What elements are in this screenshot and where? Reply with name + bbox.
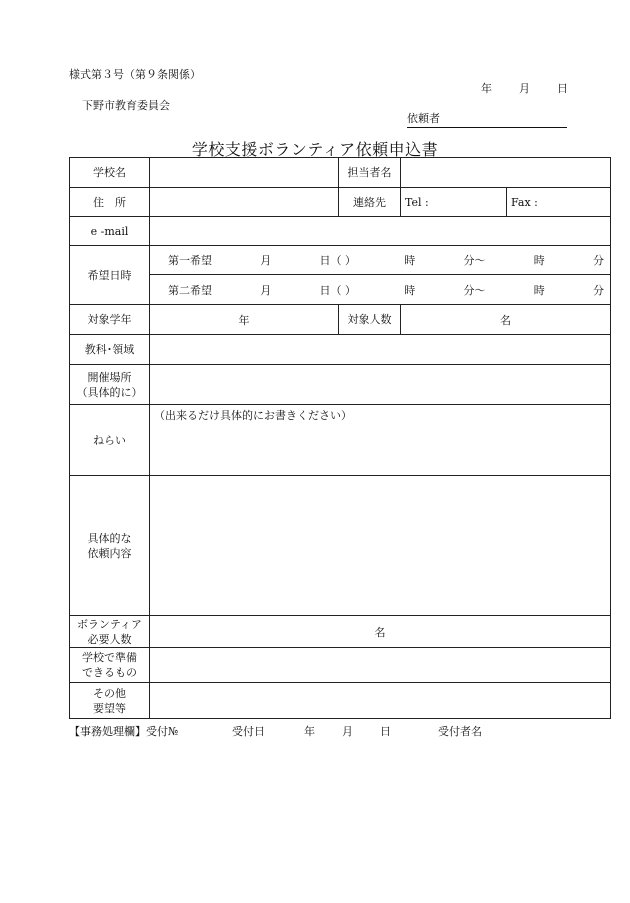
first-hour-to: 時 [533,254,545,267]
aim-field[interactable] [150,405,611,476]
first-minute-to: 分 [593,254,604,267]
recipient: 下野市教育委員会 [82,99,170,112]
venue-label [70,365,150,405]
second-hour-to: 時 [533,283,545,297]
office-month: 月 [342,725,353,738]
first-day: 日（ ） [319,254,356,267]
person-unit: 名 [500,313,511,327]
volunteer-count-label [70,616,150,648]
row-address [70,188,611,217]
row-email [70,217,611,246]
email-label: e -mail [70,217,150,246]
volunteer-label-line2: 必要人数 [87,632,132,646]
office-day: 日 [380,725,391,738]
school-name-field[interactable] [150,158,339,188]
application-form-table [69,157,611,719]
row-second-choice [70,275,611,305]
office-year: 年 [304,725,315,738]
document-title: 学校支援ボランティア依頼申込書 [191,140,439,159]
first-choice-field[interactable] [150,246,611,275]
school-name-label: 学校名 [70,158,150,188]
detail-label-line1: 具体的な [87,531,132,545]
target-grade-field[interactable] [150,305,339,335]
email-field[interactable] [150,217,611,246]
row-aim [70,405,611,476]
target-grade-label: 対象学年 [70,305,150,335]
subject-field[interactable] [150,335,611,365]
first-choice-label: 第一希望 [168,254,212,267]
prepare-label-line2: できるもの [82,666,137,679]
volunteer-label-line1: ボランティア [76,617,143,631]
form-number: 様式第３号（第９条関係） [69,68,201,81]
detail-field[interactable] [150,476,611,616]
other-field[interactable] [150,683,611,719]
prepare-label [70,648,150,683]
address-label: 住 所 [70,188,150,217]
prepare-label-line1: 学校で準備 [82,651,137,664]
venue-label-line2: （具体的に） [76,385,143,399]
office-label: 【事務処理欄】 [69,725,146,738]
volunteer-count-field[interactable] [150,616,611,648]
row-school [70,158,611,188]
volunteer-unit: 名 [374,625,386,639]
grade-unit: 年 [238,313,250,327]
row-subject [70,335,611,365]
receiver-label: 受付者名 [438,725,482,738]
second-minute-to: 分 [593,283,604,297]
address-field[interactable] [150,188,339,217]
receipt-date-label: 受付日 [232,725,265,738]
date-year: 年 [481,82,492,95]
venue-field[interactable] [150,365,611,405]
person-in-charge-label: 担当者名 [339,158,401,188]
venue-label-line1: 開催場所 [87,370,132,384]
row-volunteer [70,616,611,648]
first-minute-from: 分～ [463,254,486,267]
second-choice-label: 第二希望 [168,283,212,297]
second-hour-from: 時 [404,283,416,297]
row-first-choice [70,246,611,275]
person-in-charge-field[interactable] [401,158,611,188]
date-month: 月 [519,82,530,95]
detail-label-line2: 依頼内容 [87,546,132,560]
aim-label: ねらい [70,405,150,476]
row-prepare [70,648,611,683]
fax-field[interactable] [507,188,611,217]
row-target [70,305,611,335]
receipt-no-label: 受付№ [146,725,179,738]
second-day: 日（ ） [319,283,356,297]
target-count-label: 対象人数 [339,305,401,335]
aim-note: （出来るだけ具体的にお書きください） [154,409,352,422]
row-detail [70,476,611,616]
row-other [70,683,611,719]
requester-field[interactable] [407,110,567,128]
second-choice-field[interactable] [150,275,611,305]
fax-label: Fax : [511,195,538,209]
row-venue [70,365,611,405]
office-processing-line [69,723,482,739]
first-hour-from: 時 [404,254,416,267]
subject-label: 教科･領域 [70,335,150,365]
tel-field[interactable] [401,188,507,217]
other-label-line2: 要望等 [93,701,126,715]
date-line [481,80,568,96]
wish-date-label: 希望日時 [70,246,150,305]
target-count-field[interactable] [401,305,611,335]
requester-label: 依頼者 [407,112,440,125]
detail-label [70,476,150,616]
first-month: 月 [260,254,272,267]
tel-label: Tel : [405,195,429,209]
other-label [70,683,150,719]
date-day: 日 [557,82,568,95]
other-label-line1: その他 [93,686,126,700]
second-month: 月 [260,283,272,297]
second-minute-from: 分～ [463,283,486,297]
contact-label: 連絡先 [339,188,401,217]
prepare-field[interactable] [150,648,611,683]
